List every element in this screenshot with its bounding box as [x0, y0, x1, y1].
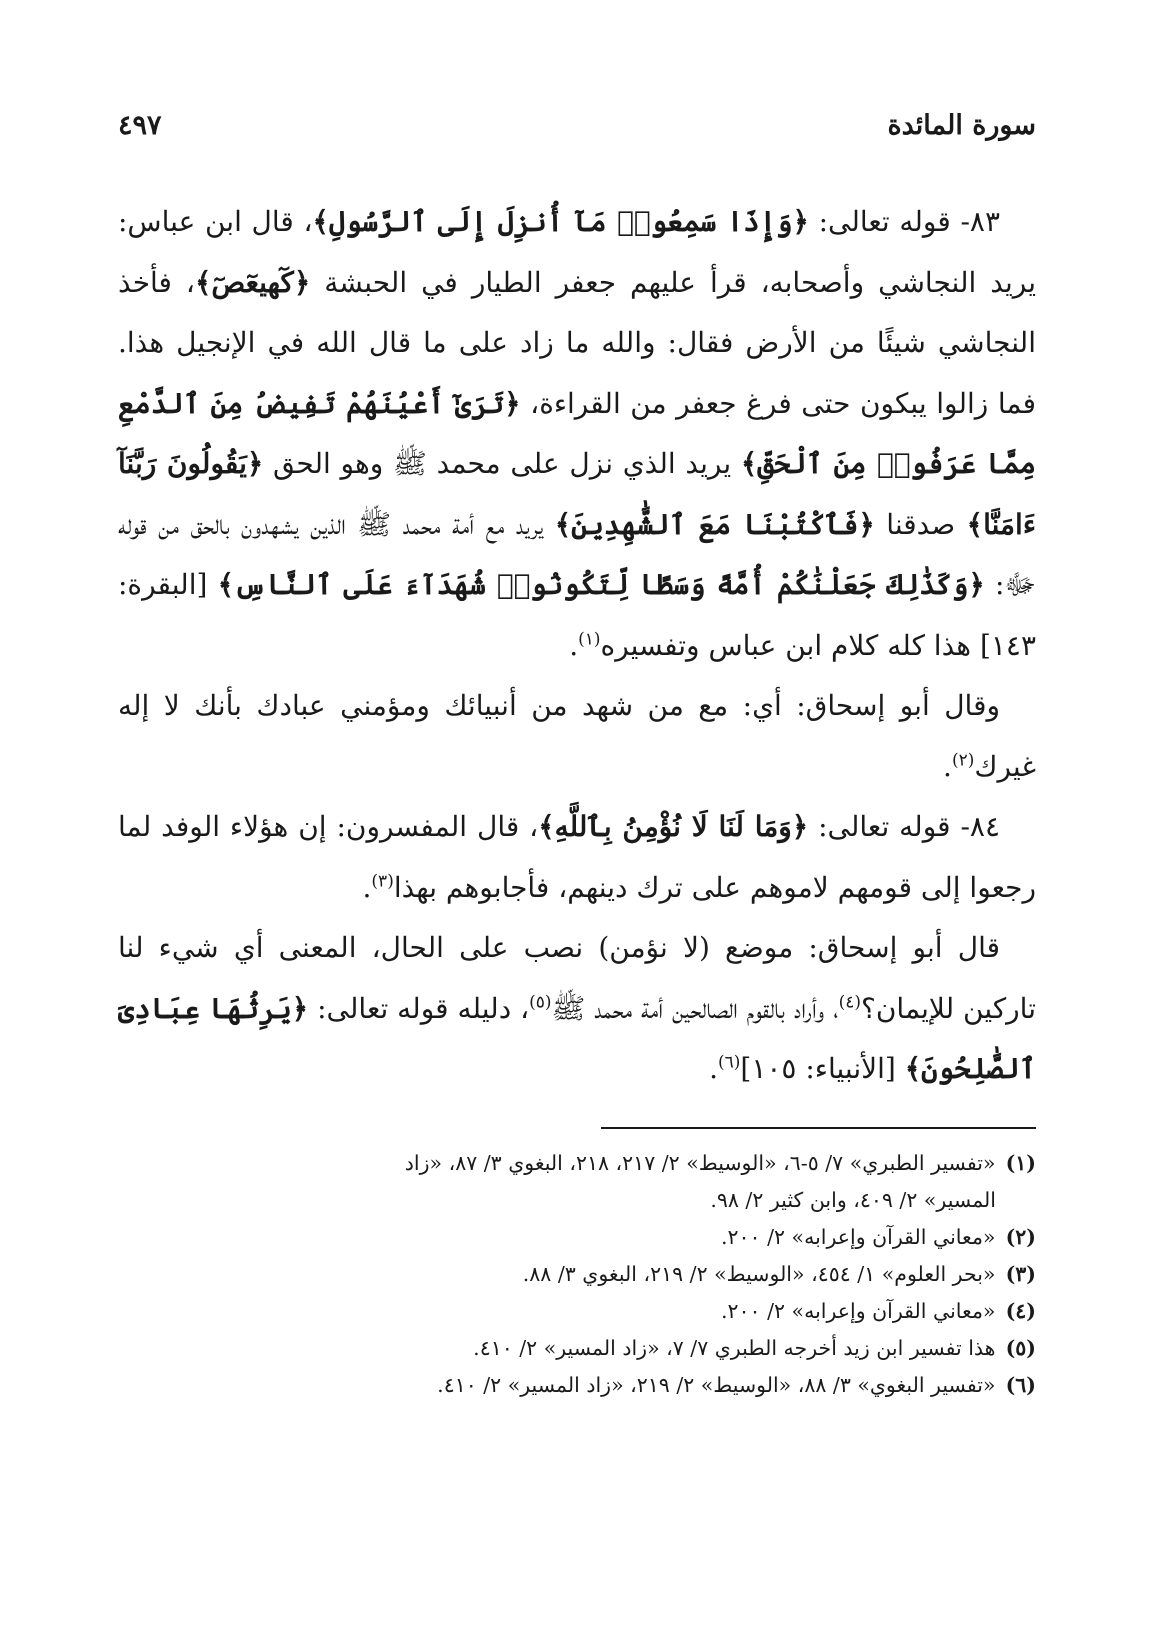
footnotes	[118, 1145, 1036, 1404]
footnote-text: «بحر العلوم» ١/ ٤٥٤، «الوسيط» ٢/ ٢١٩، البغوي ٣/ ٨٨.	[522, 1262, 996, 1286]
text-run: ، وأراد بالقوم الصالحين أمة محمد ﷺ	[551, 991, 839, 1025]
text-run: ، دليله قوله تعالى:	[308, 991, 530, 1025]
quran-quote: ﴿وَكَذَٰلِكَ جَعَلْنَٰكُمْ أُمَّةً وَسَطًا لِّتَكُونُوا۟ شُهَدَآءَ عَلَى ٱلنَّاسِ﴾	[217, 568, 985, 601]
footnote-text: المسير» ٢/ ٤٠٩، وابن كثير ٢/ ٩٨.	[710, 1188, 996, 1212]
page-number: ٤٩٧	[118, 110, 162, 141]
footnote-4	[118, 1293, 1036, 1330]
main-text	[118, 192, 1036, 1100]
footnote-ref-3[interactable]: (٣)	[371, 871, 394, 892]
text-run: وقال أبو إسحاق: أي: مع من شهد من أنبيائك ومؤمني عبادك بأنك لا إله غيرك	[118, 689, 1036, 783]
footnote-text: «تفسير الطبري» ٧/ ٥-٦، «الوسيط» ٢/ ٢١٧، ٢١٨، البغوي ٣/ ٨٧، «زاد	[404, 1151, 996, 1175]
footnote-number: (٣)	[1005, 1262, 1036, 1286]
text-run: يريد مع أمة محمد ﷺ الذين يشهدون بالحق من قوله ﷻ:	[118, 507, 1037, 601]
text-run: [البقرة: ١٤٣] هذا كله كلام ابن عباس وتفسيره	[118, 568, 1036, 662]
text-run: صدقنا	[874, 507, 967, 541]
quran-quote: ﴿يَرِثُهَا عِبَادِىَ ٱلصَّٰلِحُونَ﴾	[118, 991, 1036, 1085]
footnote-2	[118, 1219, 1036, 1256]
footnote-ref-1[interactable]: (١)	[578, 629, 601, 650]
footnote-5	[118, 1330, 1036, 1367]
footnote-number: (٥)	[1005, 1336, 1036, 1360]
abu-ishaq-paragraph-2	[118, 918, 1036, 1100]
quran-quote: ﴿وَمَا لَنَا لَا نُؤْمِنُ بِٱللَّهِ﴾	[538, 810, 809, 843]
book-page	[118, 100, 1036, 1600]
quran-quote: ﴿يَقُولُونَ رَبَّنَآ ءَامَنَّا﴾	[118, 447, 1036, 541]
footnote-3	[118, 1256, 1036, 1293]
footnote-ref-5[interactable]: (٥)	[529, 992, 552, 1013]
verse-83-paragraph	[118, 192, 1036, 676]
quran-quote: ﴿كٓهيعٓصٓ﴾	[194, 265, 311, 299]
quran-quote: ﴿وَإِذَا سَمِعُوا۟ مَآ أُنزِلَ إِلَى ٱلرَّسُولِ﴾	[312, 205, 809, 238]
running-header	[118, 110, 1036, 160]
quran-quote: ﴿فَٱكْتُبْنَا مَعَ ٱلشَّٰهِدِينَ﴾	[554, 507, 875, 541]
footnote-number: (٦)	[1005, 1373, 1036, 1397]
footnote-ref-4[interactable]: (٤)	[838, 992, 861, 1013]
footnote-ref-6[interactable]: (٦)	[717, 1052, 741, 1073]
footnote-text: «معاني القرآن وإعرابه» ٢/ ٢٠٠.	[720, 1225, 996, 1249]
verse-84-intro: ٨٤- قوله تعالى:	[808, 810, 1000, 843]
surah-name: سورة المائدة	[887, 110, 1036, 141]
footnote-6	[118, 1367, 1036, 1404]
text-run: يريد الذي نزل على محمد ﷺ وهو الحق	[263, 447, 741, 480]
text-run: .	[709, 1052, 718, 1085]
footnote-text: «معاني القرآن وإعرابه» ٢/ ٢٠٠.	[720, 1299, 996, 1323]
verse-84-paragraph	[118, 797, 1036, 918]
footnote-ref-2[interactable]: (٢)	[951, 750, 975, 771]
footnote-number: (٢)	[1005, 1225, 1036, 1249]
text-run: ، قال المفسرون: إن هؤلاء الوفد لما رجعوا إلى قومهم لاموهم على ترك دينهم، فأجابوهم بهذا	[118, 810, 1036, 904]
text-run: .	[943, 749, 952, 783]
text-run: ، قال ابن عباس: يريد النجاشي وأصحابه، قرأ عليهم جعفر الطيار في الحبشة	[118, 205, 1037, 299]
footnote-divider	[601, 1127, 1036, 1129]
footnote-number: (٤)	[1005, 1299, 1036, 1323]
text-run: ، فأخذ النجاشي شيئًا من الأرض فقال: والله ما زاد على ما قال الله في الإنجيل هذا. فما زالوا يبكون حتى فرغ جعفر من القراءة،	[118, 265, 1036, 420]
text-run: .	[362, 870, 372, 904]
text-run: قال أبو إسحاق: موضع (لا نؤمن) نصب على الحال، المعنى أي شيء لنا تاركين للإيمان؟	[118, 931, 1036, 1025]
text-run: .	[569, 628, 579, 662]
footnote-number: (١)	[1005, 1151, 1036, 1175]
footnote-1-continued	[118, 1182, 1036, 1219]
verse-83-intro: ٨٣- قوله تعالى:	[808, 205, 1000, 238]
footnote-text: هذا تفسير ابن زيد أخرجه الطبري ٧/ ٧، «زاد المسير» ٢/ ٤١٠.	[473, 1336, 996, 1360]
quran-quote: ﴿تَرَىٰٓ أَعْيُنَهُمْ تَفِيضُ مِنَ ٱلدَّمْعِ مِمَّا عَرَفُوا۟ مِنَ ٱلْحَقِّ﴾	[118, 386, 1036, 480]
footnote-text: «تفسير البغوي» ٣/ ٨٨، «الوسيط» ٢/ ٢١٩، «زاد المسير» ٢/ ٤١٠.	[437, 1373, 996, 1397]
footnote-1	[118, 1145, 1036, 1182]
text-run: [الأنبياء: ١٠٥]	[740, 1052, 905, 1085]
abu-ishaq-paragraph-1	[118, 676, 1036, 797]
